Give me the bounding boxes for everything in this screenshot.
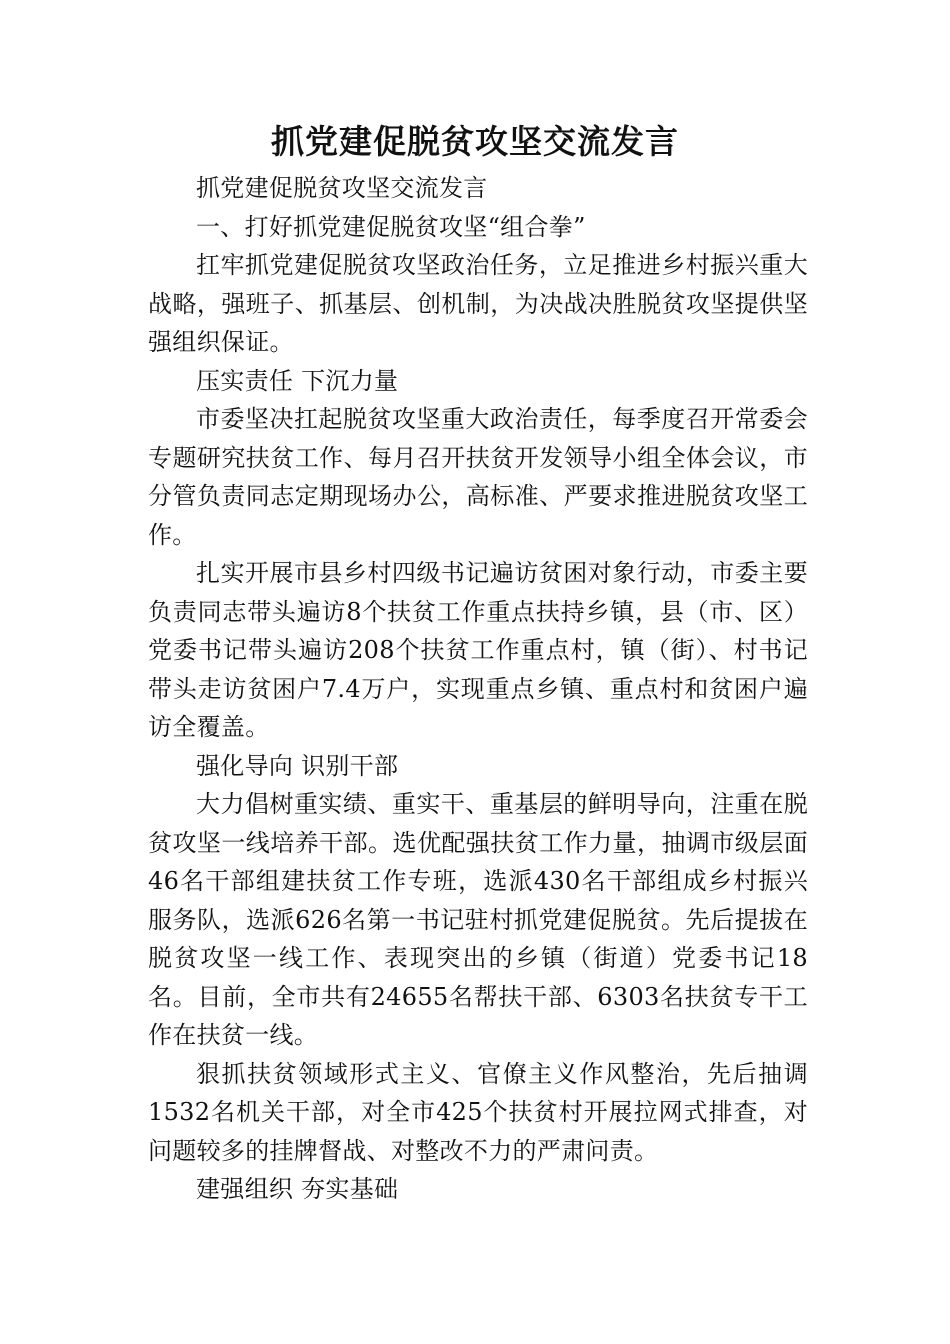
- subheading-organization: 建强组织 夯实基础: [196, 1175, 399, 1203]
- paragraph: 扛牢抓党建促脱贫攻坚政治任务，立足推进乡村振兴重大战略，强班子、抓基层、创机制，为决战决胜脱贫攻坚提供坚强组织保证。: [148, 251, 808, 356]
- paragraph-subtitle: 抓党建促脱贫攻坚交流发言: [196, 174, 488, 202]
- paragraph: 大力倡树重实绩、重实干、重基层的鲜明导向，注重在脱贫攻坚一线培养干部。选优配强扶贫工作力量，抽调市级层面46名干部组建扶贫工作专班，选派430名干部组成乡村振兴服务队，选派626名第一书记驻村抓党建促脱贫。先后提拔在脱贫攻坚一线工作、表现突出的乡镇（街道）党委书记18名。目前，全市共有24655名帮扶干部、6303名扶贫专干工作在扶贫一线。: [148, 790, 808, 1049]
- paragraph: 狠抓扶贫领域形式主义、官僚主义作风整治，先后抽调1532名机关干部，对全市425个扶贫村开展拉网式排查，对问题较多的挂牌督战、对整改不力的严肃问责。: [148, 1059, 808, 1165]
- section-heading-1: 一、打好抓党建促脱贫攻坚“组合拳”: [196, 212, 586, 241]
- subheading-responsibility: 压实责任 下沉力量: [196, 366, 399, 395]
- paragraph: 扎实开展市县乡村四级书记遍访贫困对象行动，市委主要负责同志带头遍访8个扶贫工作重点扶持乡镇，县（市、区）党委书记带头遍访208个扶贫工作重点村，镇（街）、村书记带头走访贫困户7.4万户，实现重点乡镇、重点村和贫困户遍访全覆盖。: [148, 559, 808, 741]
- paragraph: 市委坚决扛起脱贫攻坚重大政治责任，每季度召开常委会专题研究扶贫工作、每月召开扶贫开发领导小组全体会议，市分管负责同志定期现场办公，高标准、严要求推进脱贫攻坚工作。: [148, 405, 808, 549]
- document-title: 抓党建促脱贫攻坚交流发言: [271, 122, 679, 161]
- document-body: [148, 169, 808, 1209]
- subheading-guidance: 强化导向 识别干部: [196, 751, 399, 780]
